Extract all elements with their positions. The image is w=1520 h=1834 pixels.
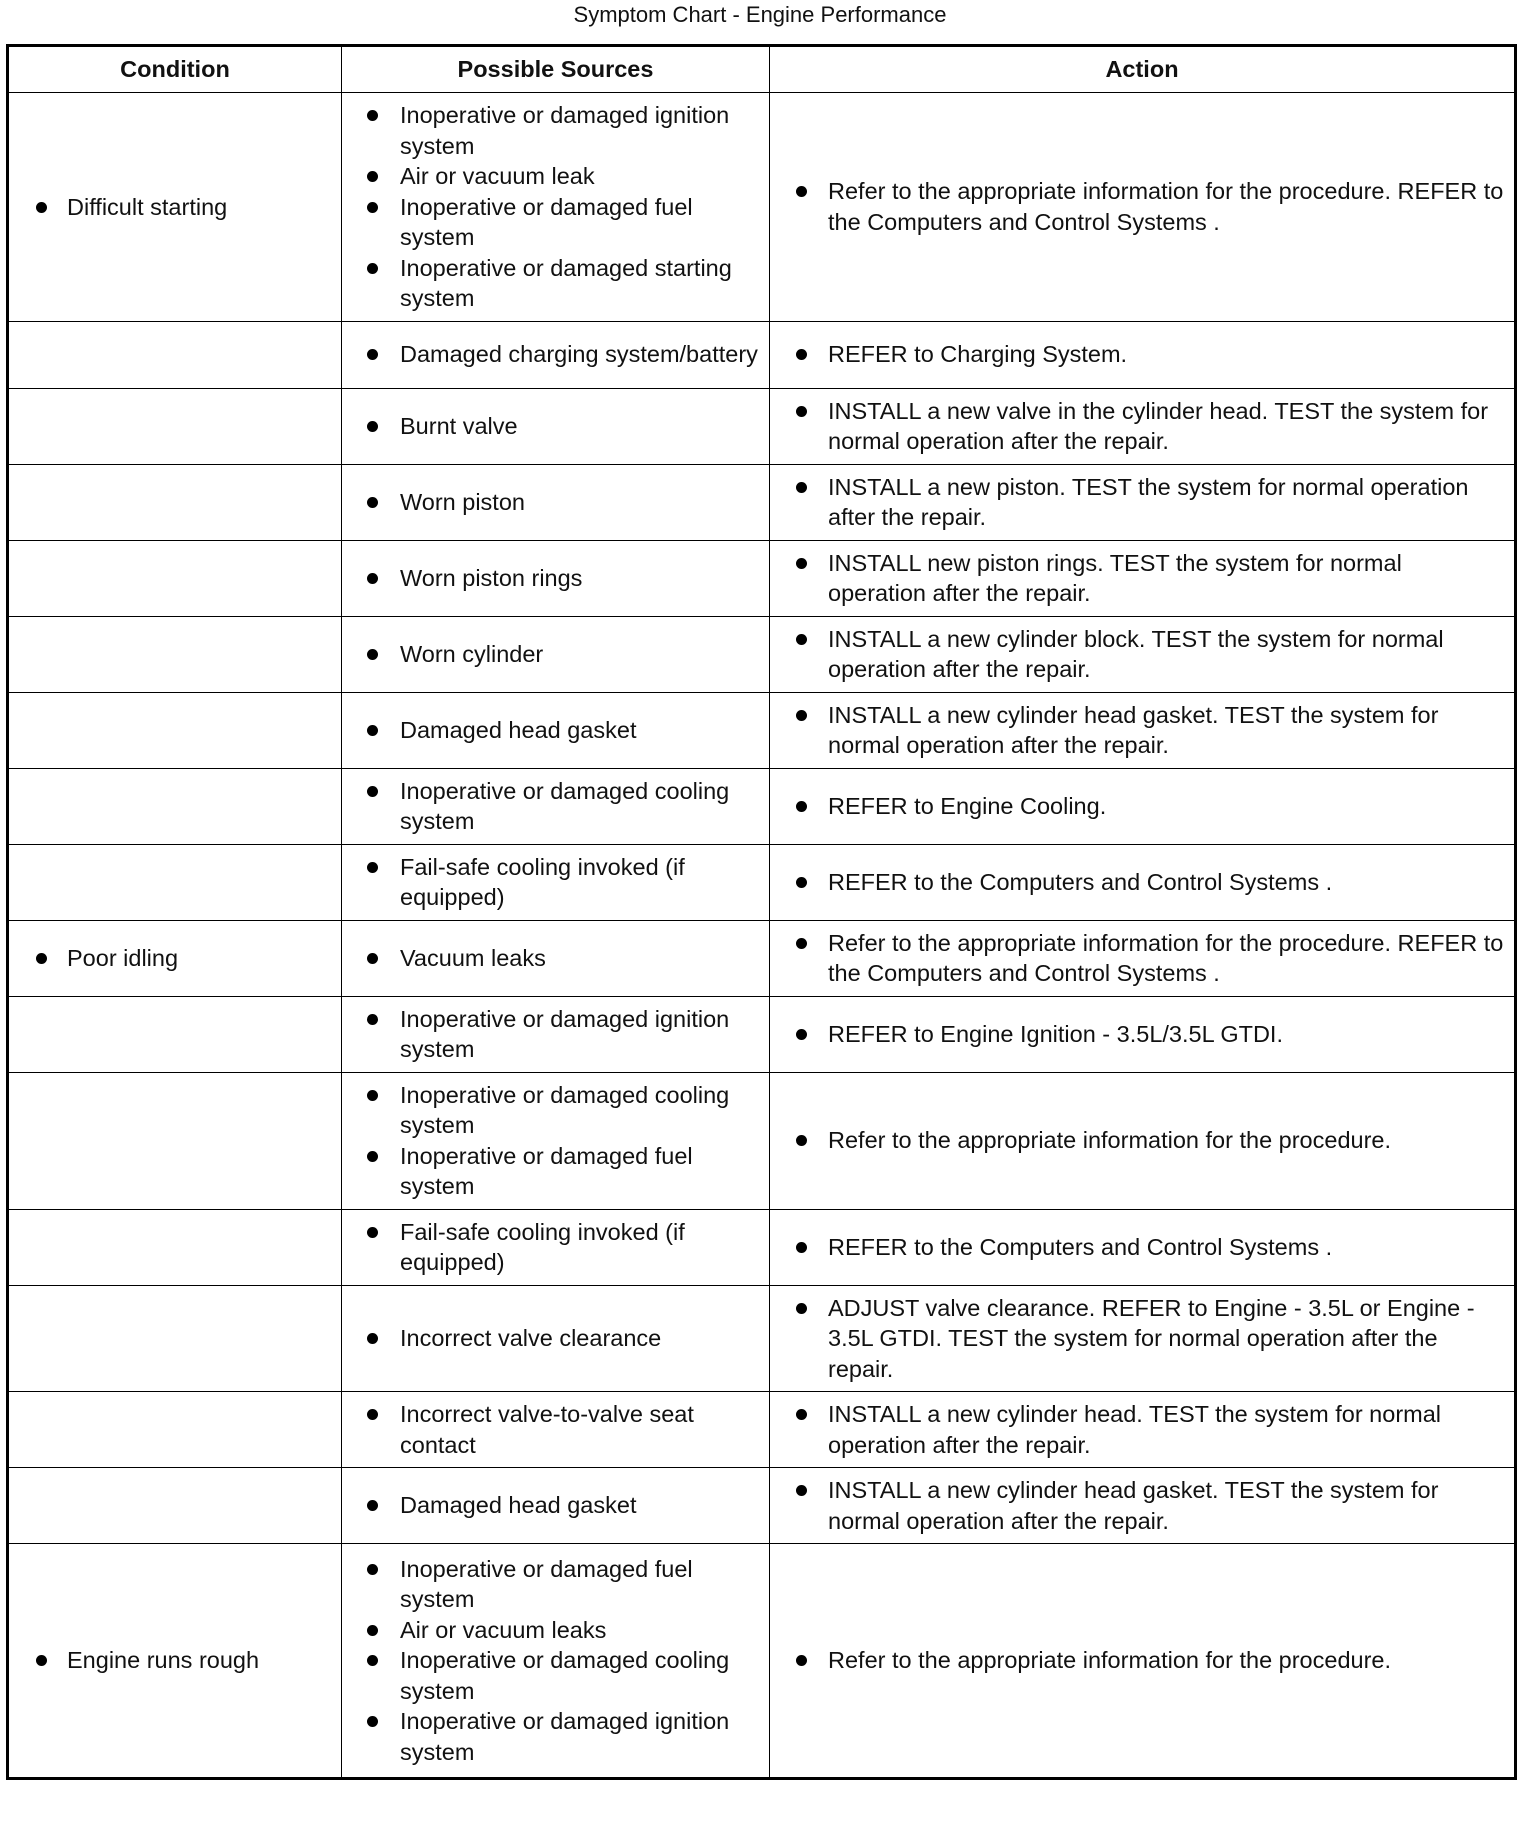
action-item: INSTALL a new valve in the cylinder head. TEST the system for normal operation after the repair.: [770, 396, 1504, 457]
sources-cell: [342, 540, 770, 616]
condition-cell: [8, 1209, 342, 1285]
action-cell: [770, 1544, 1516, 1779]
table-row: [8, 1285, 1516, 1392]
table-row: [8, 540, 1516, 616]
action-cell: [770, 1285, 1516, 1392]
action-cell: [770, 616, 1516, 692]
source-item: Damaged head gasket: [342, 1490, 759, 1521]
action-cell: [770, 1468, 1516, 1544]
sources-cell: [342, 844, 770, 920]
source-item: Worn piston: [342, 487, 759, 518]
condition-cell: [8, 692, 342, 768]
action-cell: [770, 321, 1516, 388]
sources-cell: [342, 920, 770, 996]
source-item: Vacuum leaks: [342, 943, 759, 974]
table-row: [8, 1468, 1516, 1544]
condition-cell: [8, 920, 342, 996]
condition-cell: [8, 540, 342, 616]
source-item: Inoperative or damaged starting system: [342, 253, 759, 314]
sources-cell: [342, 388, 770, 464]
source-item: Fail-safe cooling invoked (if equipped): [342, 852, 759, 913]
condition-item: Poor idling: [9, 943, 331, 974]
action-item: REFER to Charging System.: [770, 339, 1504, 370]
table-row: [8, 93, 1516, 322]
sources-cell: [342, 1392, 770, 1468]
source-item: Worn piston rings: [342, 563, 759, 594]
symptom-chart-table: [6, 44, 1517, 1780]
action-cell: [770, 768, 1516, 844]
sources-cell: [342, 616, 770, 692]
condition-cell: [8, 1285, 342, 1392]
source-item: Inoperative or damaged fuel system: [342, 192, 759, 253]
sources-cell: [342, 1468, 770, 1544]
action-item: INSTALL a new cylinder block. TEST the system for normal operation after the repair.: [770, 624, 1504, 685]
condition-cell: [8, 1072, 342, 1209]
sources-cell: [342, 1285, 770, 1392]
header-condition: Condition: [8, 46, 342, 93]
condition-item: Engine runs rough: [9, 1645, 331, 1676]
action-item: INSTALL a new cylinder head gasket. TEST the system for normal operation after the repair.: [770, 1475, 1504, 1536]
action-cell: [770, 540, 1516, 616]
condition-cell: [8, 321, 342, 388]
source-item: Incorrect valve-to-valve seat contact: [342, 1399, 759, 1460]
action-cell: [770, 464, 1516, 540]
condition-cell: [8, 464, 342, 540]
action-item: REFER to Engine Cooling.: [770, 791, 1504, 822]
sources-cell: [342, 321, 770, 388]
condition-cell: [8, 996, 342, 1072]
source-item: Air or vacuum leak: [342, 161, 759, 192]
action-item: INSTALL a new cylinder head. TEST the system for normal operation after the repair.: [770, 1399, 1504, 1460]
table-row: [8, 1544, 1516, 1779]
chart-title: Symptom Chart - Engine Performance: [573, 2, 947, 27]
sources-cell: [342, 1209, 770, 1285]
source-item: Inoperative or damaged cooling system: [342, 1645, 759, 1706]
action-cell: [770, 920, 1516, 996]
action-item: Refer to the appropriate information for the procedure. REFER to the Computers and Control Systems .: [770, 176, 1504, 237]
action-item: INSTALL a new cylinder head gasket. TEST the system for normal operation after the repair.: [770, 700, 1504, 761]
action-cell: [770, 692, 1516, 768]
sources-cell: [342, 996, 770, 1072]
action-cell: [770, 388, 1516, 464]
action-item: INSTALL a new piston. TEST the system for normal operation after the repair.: [770, 472, 1504, 533]
table-row: [8, 996, 1516, 1072]
action-item: Refer to the appropriate information for the procedure. REFER to the Computers and Control Systems .: [770, 928, 1504, 989]
source-item: Inoperative or damaged ignition system: [342, 1706, 759, 1767]
condition-cell: [8, 1468, 342, 1544]
sources-cell: [342, 464, 770, 540]
action-cell: [770, 844, 1516, 920]
action-item: INSTALL new piston rings. TEST the system for normal operation after the repair.: [770, 548, 1504, 609]
sources-cell: [342, 692, 770, 768]
header-row: [8, 46, 1516, 93]
action-item: REFER to the Computers and Control Systems .: [770, 867, 1504, 898]
sources-cell: [342, 1544, 770, 1779]
condition-cell: [8, 1544, 342, 1779]
source-item: Damaged charging system/battery: [342, 339, 759, 370]
table-row: [8, 1072, 1516, 1209]
condition-cell: [8, 844, 342, 920]
source-item: Inoperative or damaged ignition system: [342, 100, 759, 161]
table-row: [8, 844, 1516, 920]
table-row: [8, 920, 1516, 996]
action-item: Refer to the appropriate information for the procedure.: [770, 1125, 1504, 1156]
header-possible-sources: Possible Sources: [342, 46, 770, 93]
source-item: Inoperative or damaged ignition system: [342, 1004, 759, 1065]
action-item: REFER to the Computers and Control Systems .: [770, 1232, 1504, 1263]
table-row: [8, 616, 1516, 692]
table-row: [8, 464, 1516, 540]
action-cell: [770, 1392, 1516, 1468]
condition-cell: [8, 1392, 342, 1468]
action-cell: [770, 1209, 1516, 1285]
condition-cell: [8, 616, 342, 692]
sources-cell: [342, 1072, 770, 1209]
source-item: Inoperative or damaged cooling system: [342, 1080, 759, 1141]
source-item: Inoperative or damaged fuel system: [342, 1554, 759, 1615]
condition-cell: [8, 388, 342, 464]
action-item: ADJUST valve clearance. REFER to Engine - 3.5L or Engine - 3.5L GTDI. TEST the system for normal operation after the repair.: [770, 1293, 1504, 1385]
condition-item: Difficult starting: [9, 192, 331, 223]
sources-cell: [342, 768, 770, 844]
source-item: Worn cylinder: [342, 639, 759, 670]
source-item: Inoperative or damaged cooling system: [342, 776, 759, 837]
table-row: [8, 388, 1516, 464]
header-action: Action: [770, 46, 1516, 93]
condition-cell: [8, 93, 342, 322]
action-cell: [770, 996, 1516, 1072]
action-cell: [770, 93, 1516, 322]
table-row: [8, 692, 1516, 768]
source-item: Damaged head gasket: [342, 715, 759, 746]
source-item: Inoperative or damaged fuel system: [342, 1141, 759, 1202]
action-cell: [770, 1072, 1516, 1209]
source-item: Fail-safe cooling invoked (if equipped): [342, 1217, 759, 1278]
action-item: Refer to the appropriate information for the procedure.: [770, 1645, 1504, 1676]
table-row: [8, 768, 1516, 844]
table-row: [8, 1392, 1516, 1468]
source-item: Incorrect valve clearance: [342, 1323, 759, 1354]
source-item: Air or vacuum leaks: [342, 1615, 759, 1646]
table-row: [8, 1209, 1516, 1285]
source-item: Burnt valve: [342, 411, 759, 442]
action-item: REFER to Engine Ignition - 3.5L/3.5L GTDI.: [770, 1019, 1504, 1050]
condition-cell: [8, 768, 342, 844]
table-row: [8, 321, 1516, 388]
sources-cell: [342, 93, 770, 322]
